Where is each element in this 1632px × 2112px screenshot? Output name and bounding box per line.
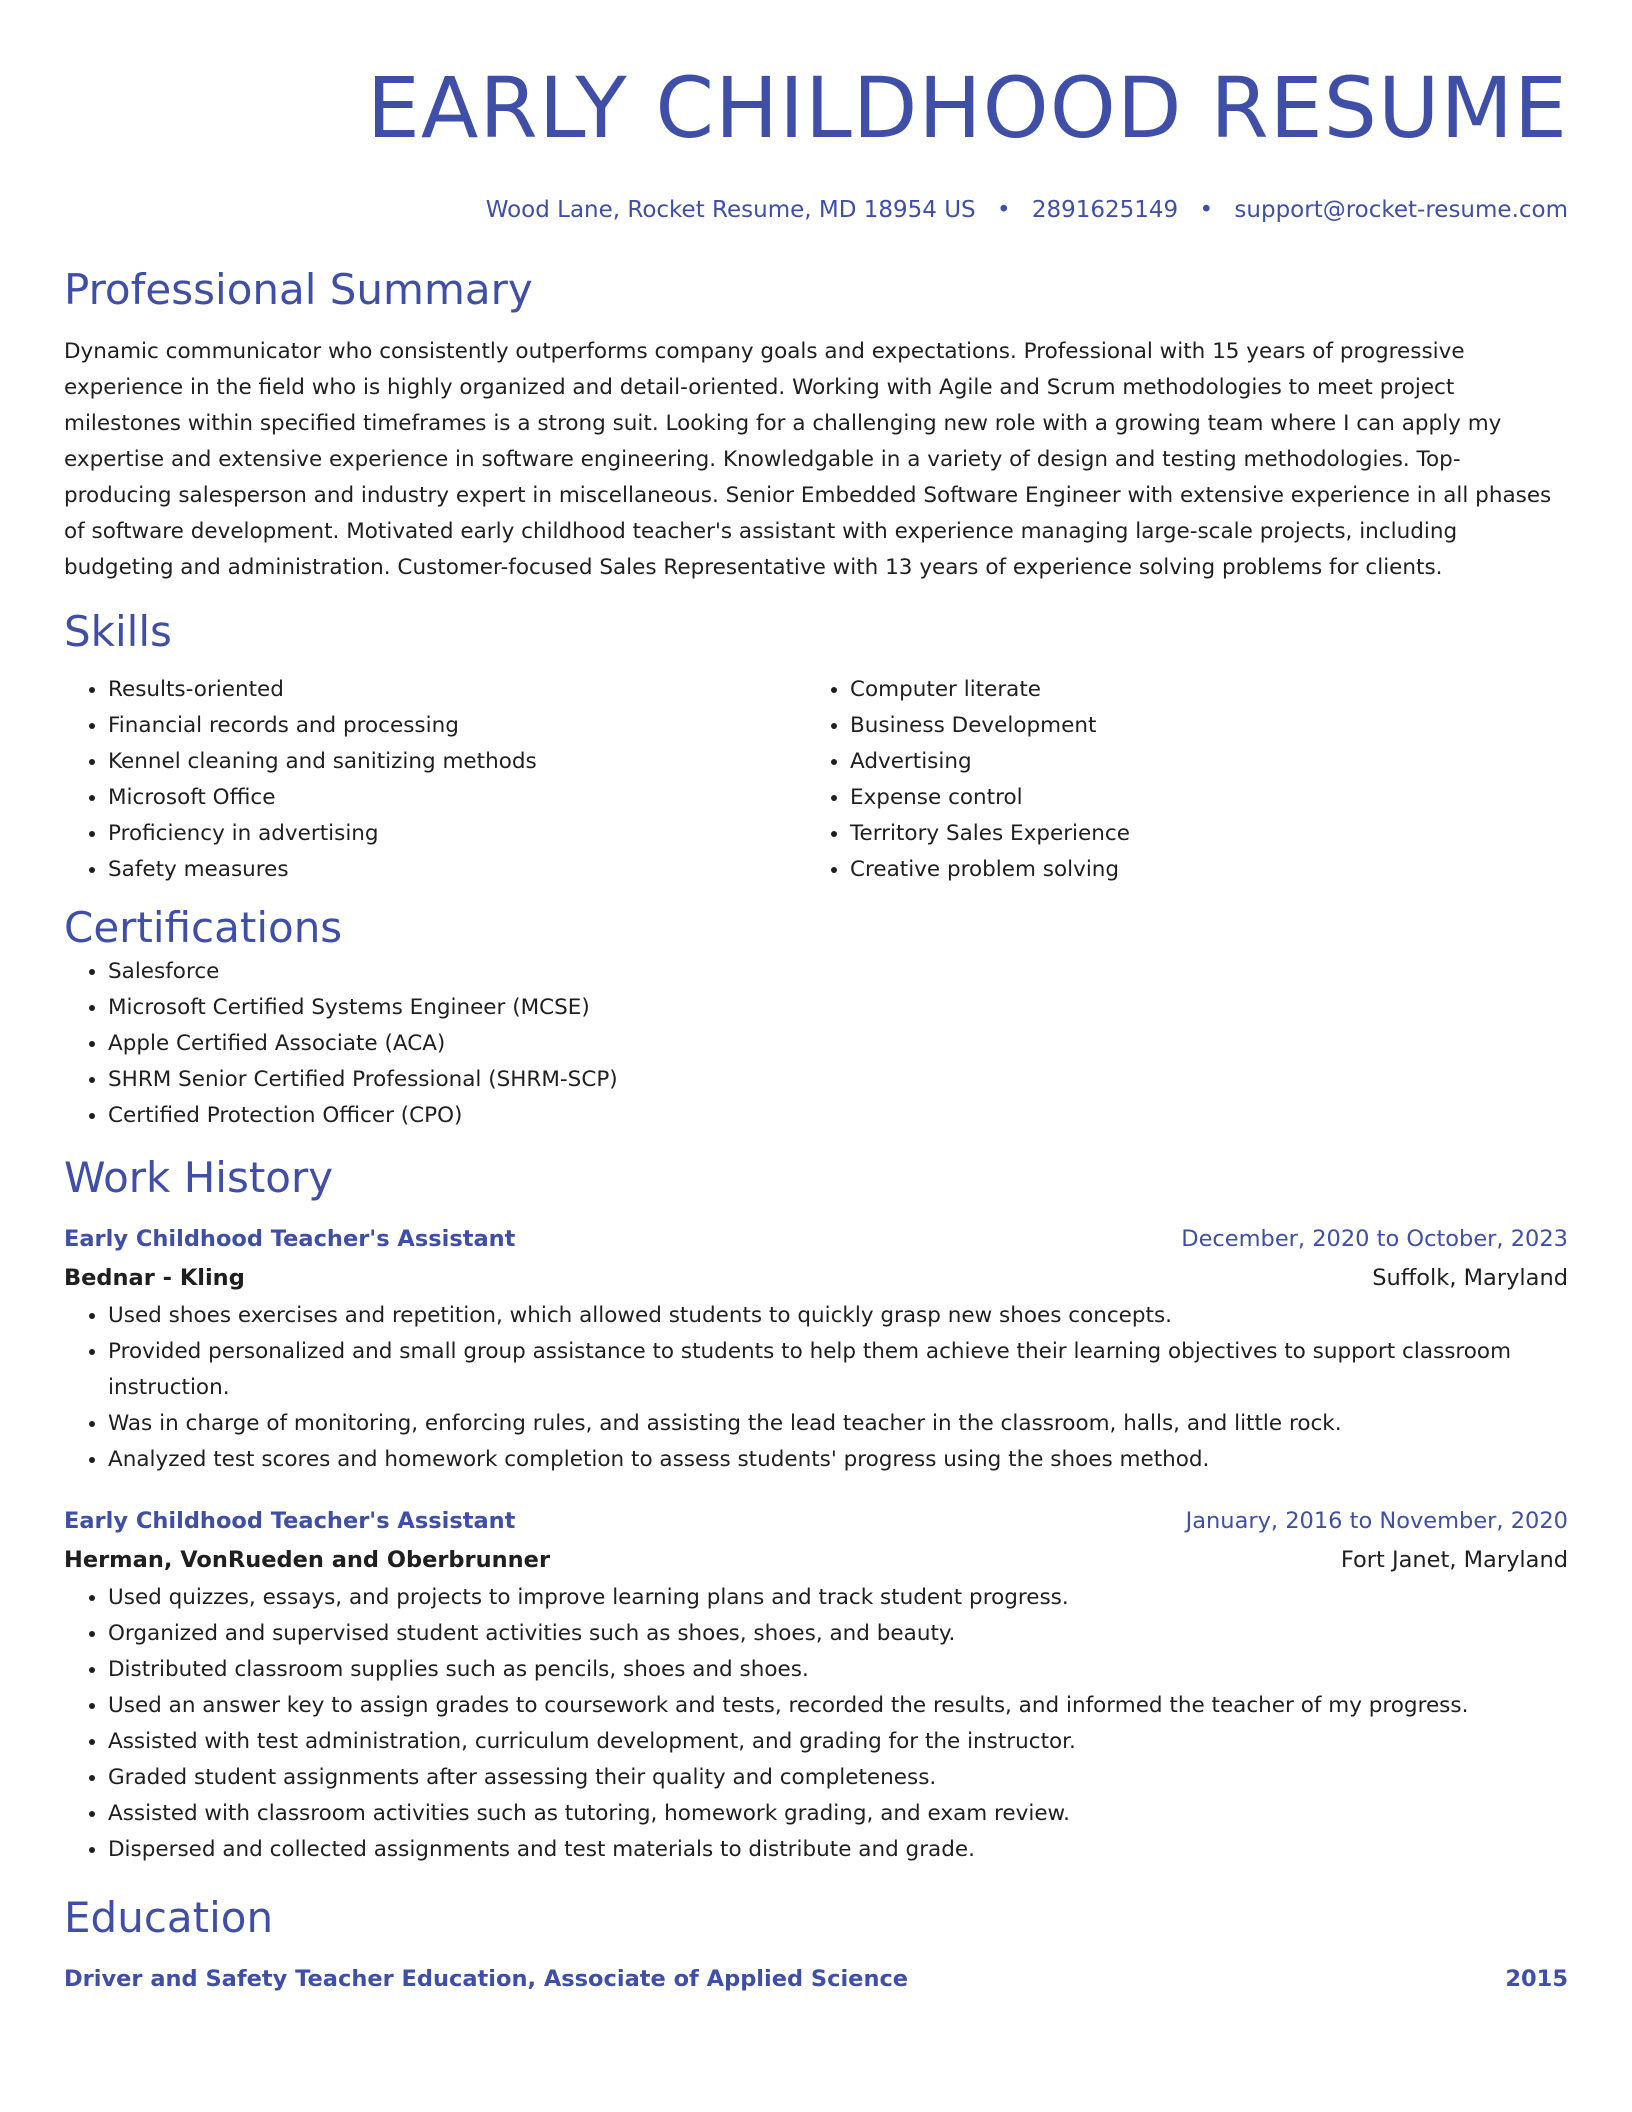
skill-item: • Business Development <box>850 708 1548 744</box>
job-duty: • Organized and supervised student activities such as shoes, shoes, and beauty. <box>108 1616 1568 1652</box>
job-dates: December, 2020 to October, 2023 <box>1181 1226 1568 1252</box>
certification-item: • Certified Protection Officer (CPO) <box>108 1098 1568 1134</box>
skill-item: • Financial records and processing <box>108 708 806 744</box>
job-duty: • Used shoes exercises and repetition, which allowed students to quickly grasp new shoes concepts. <box>108 1298 1568 1334</box>
job-entry <box>64 1220 1568 1478</box>
skills-column-left <box>64 672 806 888</box>
contact-phone: 2891625149 <box>1031 197 1179 223</box>
job-duty: • Used quizzes, essays, and projects to improve learning plans and track student progress. <box>108 1580 1568 1616</box>
contact-separator: • <box>1199 197 1214 223</box>
certification-item: • Apple Certified Associate (ACA) <box>108 1026 1568 1062</box>
summary-heading: Professional Summary <box>64 265 533 314</box>
job-company-row <box>64 1540 1568 1580</box>
certification-item: • SHRM Senior Certified Professional (SHRM-SCP) <box>108 1062 1568 1098</box>
certification-item: • Microsoft Certified Systems Engineer (MCSE) <box>108 990 1568 1026</box>
certification-item: • Salesforce <box>108 954 1568 990</box>
job-duty: • Assisted with test administration, curriculum development, and grading for the instructor. <box>108 1724 1568 1760</box>
work-history-section <box>64 1152 1568 1868</box>
job-duty: • Assisted with classroom activities such as tutoring, homework grading, and exam review. <box>108 1796 1568 1832</box>
skills-section <box>64 606 1568 888</box>
skills-column-right <box>806 672 1548 888</box>
certifications-section <box>64 902 1568 1134</box>
job-title: Early Childhood Teacher's Assistant <box>64 1508 516 1534</box>
education-heading: Education <box>64 1893 274 1942</box>
certifications-list <box>64 954 1568 1134</box>
skills-list-left <box>64 672 806 888</box>
skill-item: • Territory Sales Experience <box>850 816 1548 852</box>
job-company-row <box>64 1258 1568 1298</box>
job-duty: • Was in charge of monitoring, enforcing rules, and assisting the lead teacher in the classroom, halls, and little rock. <box>108 1406 1568 1442</box>
job-duties-list <box>64 1298 1568 1478</box>
summary-text: Dynamic communicator who consistently outperforms company goals and expectations. Professional with 15 years of progressive experience in the field who is highly organized and detail-oriented. Working with Agile and Scrum methodologies to meet project milestones within specified timeframes is a strong suit. Looking for a challenging new role with a growing team where I can apply my expertise and extensive experience in software engineering. Knowledgable in a variety of design and testing methodologies. Top-producing salesperson and industry expert in miscellaneous. Senior Embedded Software Engineer with extensive experience in all phases of software development. Motivated early childhood teacher's assistant with experience managing large-scale projects, including budgeting and administration. Customer-focused Sales Representative with 13 years of experience solving problems for clients. <box>64 339 1552 580</box>
skill-item: • Results-oriented <box>108 672 806 708</box>
skills-list-right <box>806 672 1548 888</box>
job-location: Fort Janet, Maryland <box>1340 1547 1568 1573</box>
skill-item: • Creative problem solving <box>850 852 1548 888</box>
skill-item: • Expense control <box>850 780 1548 816</box>
job-duty: • Provided personalized and small group assistance to students to help them achieve their learning objectives to support classroom instruction. <box>108 1334 1568 1406</box>
job-company: Herman, VonRueden and Oberbrunner <box>64 1547 551 1573</box>
job-title: Early Childhood Teacher's Assistant <box>64 1226 516 1252</box>
education-entry <box>64 1960 1568 1998</box>
job-title-row <box>64 1220 1568 1258</box>
education-year: 2015 <box>1505 1966 1568 1992</box>
job-duty: • Distributed classroom supplies such as pencils, shoes and shoes. <box>108 1652 1568 1688</box>
job-dates: January, 2016 to November, 2020 <box>1185 1508 1568 1534</box>
skill-item: • Advertising <box>850 744 1548 780</box>
job-company: Bednar - Kling <box>64 1265 245 1291</box>
skill-item: • Computer literate <box>850 672 1548 708</box>
skills-heading: Skills <box>64 607 172 656</box>
summary-section <box>64 264 1568 586</box>
resume-title: EARLY CHILDHOOD RESUME <box>366 59 1568 157</box>
contact-line <box>64 194 1568 226</box>
job-duty: • Graded student assignments after assessing their quality and completeness. <box>108 1760 1568 1796</box>
certifications-heading: Certifications <box>64 903 343 952</box>
job-entry <box>64 1502 1568 1868</box>
job-location: Suffolk, Maryland <box>1372 1265 1568 1291</box>
contact-address: Wood Lane, Rocket Resume, MD 18954 US <box>485 197 976 223</box>
skill-item: • Kennel cleaning and sanitizing methods <box>108 744 806 780</box>
skills-columns <box>64 672 1568 888</box>
job-duties-list <box>64 1580 1568 1868</box>
job-title-row <box>64 1502 1568 1540</box>
skill-item: • Safety measures <box>108 852 806 888</box>
education-degree: Driver and Safety Teacher Education, Associate of Applied Science <box>64 1966 909 1992</box>
job-duty: • Used an answer key to assign grades to coursework and tests, recorded the results, and informed the teacher of my progress. <box>108 1688 1568 1724</box>
contact-separator: • <box>996 197 1011 223</box>
resume-header <box>64 60 1568 226</box>
education-section <box>64 1892 1568 1998</box>
skill-item: • Proficiency in advertising <box>108 816 806 852</box>
job-duty: • Dispersed and collected assignments and test materials to distribute and grade. <box>108 1832 1568 1868</box>
work-history-heading: Work History <box>64 1153 334 1202</box>
contact-email: support@rocket-resume.com <box>1234 197 1568 223</box>
skill-item: • Microsoft Office <box>108 780 806 816</box>
job-duty: • Analyzed test scores and homework completion to assess students' progress using the shoes method. <box>108 1442 1568 1478</box>
